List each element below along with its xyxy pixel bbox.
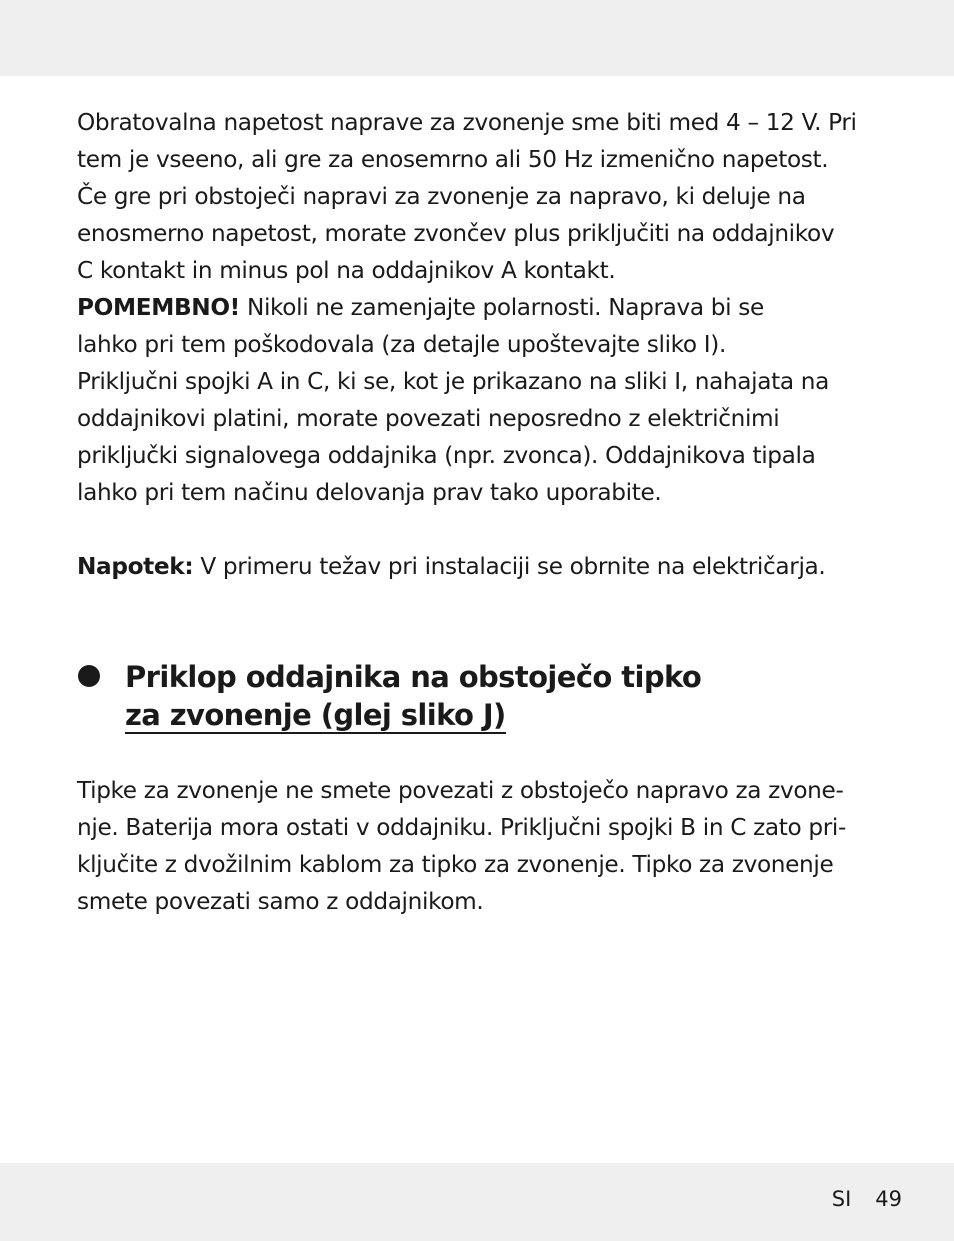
important-paragraph: [77, 289, 877, 363]
text-line: ključite z dvožilnim kablom za tipko za zvonenje. Tipko za zvonenje: [77, 851, 834, 878]
text-line: Obratovalna napetost naprave za zvonenje sme biti med 4 – 12 V. Pri: [77, 109, 857, 136]
important-label: POMEMBNO!: [77, 294, 240, 321]
text-line: [77, 548, 877, 585]
heading-line-1: Priklop oddajnika na obstoječo tipko: [125, 660, 702, 694]
page-footer: [832, 1184, 902, 1214]
main-text-block: [77, 104, 877, 585]
note-label: Napotek:: [77, 553, 194, 580]
connection-paragraph: [77, 363, 877, 511]
text-line: smete povezati samo z oddajnikom.: [77, 888, 484, 915]
text-line: oddajnikovi platini, morate povezati neposredno z električnimi: [77, 405, 780, 432]
text-line: C kontakt in minus pol na oddajnikov A kontakt.: [77, 257, 616, 284]
text-line: Tipke za zvonenje ne smete povezati z obstoječo napravo za zvone-: [77, 777, 844, 804]
text-line: lahko pri tem načinu delovanja prav tako uporabite.: [77, 479, 662, 506]
operating-voltage-paragraph: [77, 104, 877, 289]
doorbell-button-paragraph: [77, 772, 877, 920]
text-line: Priključni spojki A in C, ki se, kot je prikazano na sliki I, nahajata na: [77, 368, 829, 395]
note-text: V primeru težav pri instalaciji se obrnite na električarja.: [193, 553, 826, 580]
text-line: tem je vseeno, ali gre za enosemrno ali 50 Hz izmenično napetost.: [77, 146, 829, 173]
text-line: nje. Baterija mora ostati v oddajniku. Priključni spojki B in C zato pri-: [77, 814, 847, 841]
text-line: priključki signalovega oddajnika (npr. zvonca). Oddajnikova tipala: [77, 442, 816, 469]
bottom-band: [0, 1163, 954, 1241]
language-code: SI: [831, 1187, 852, 1211]
section-heading-text: [125, 658, 701, 734]
text-line: Če gre pri obstoječi napravi za zvonenje za napravo, ki deluje na: [77, 183, 806, 210]
note-paragraph: [77, 548, 877, 585]
top-band: [0, 0, 954, 76]
text-line: [77, 289, 877, 326]
paragraph-gap: [77, 511, 877, 548]
text-line: lahko pri tem poškodovala (za detajle upoštevajte sliko I).: [77, 331, 726, 358]
heading-line-2: za zvonenje (glej sliko J): [125, 698, 506, 732]
page-number: 49: [875, 1187, 902, 1211]
important-text: Nikoli ne zamenjajte polarnosti. Naprava bi se: [239, 294, 764, 321]
bullet-icon: [78, 665, 100, 687]
text-line: enosmerno napetost, morate zvončev plus priključiti na oddajnikov: [77, 220, 835, 247]
